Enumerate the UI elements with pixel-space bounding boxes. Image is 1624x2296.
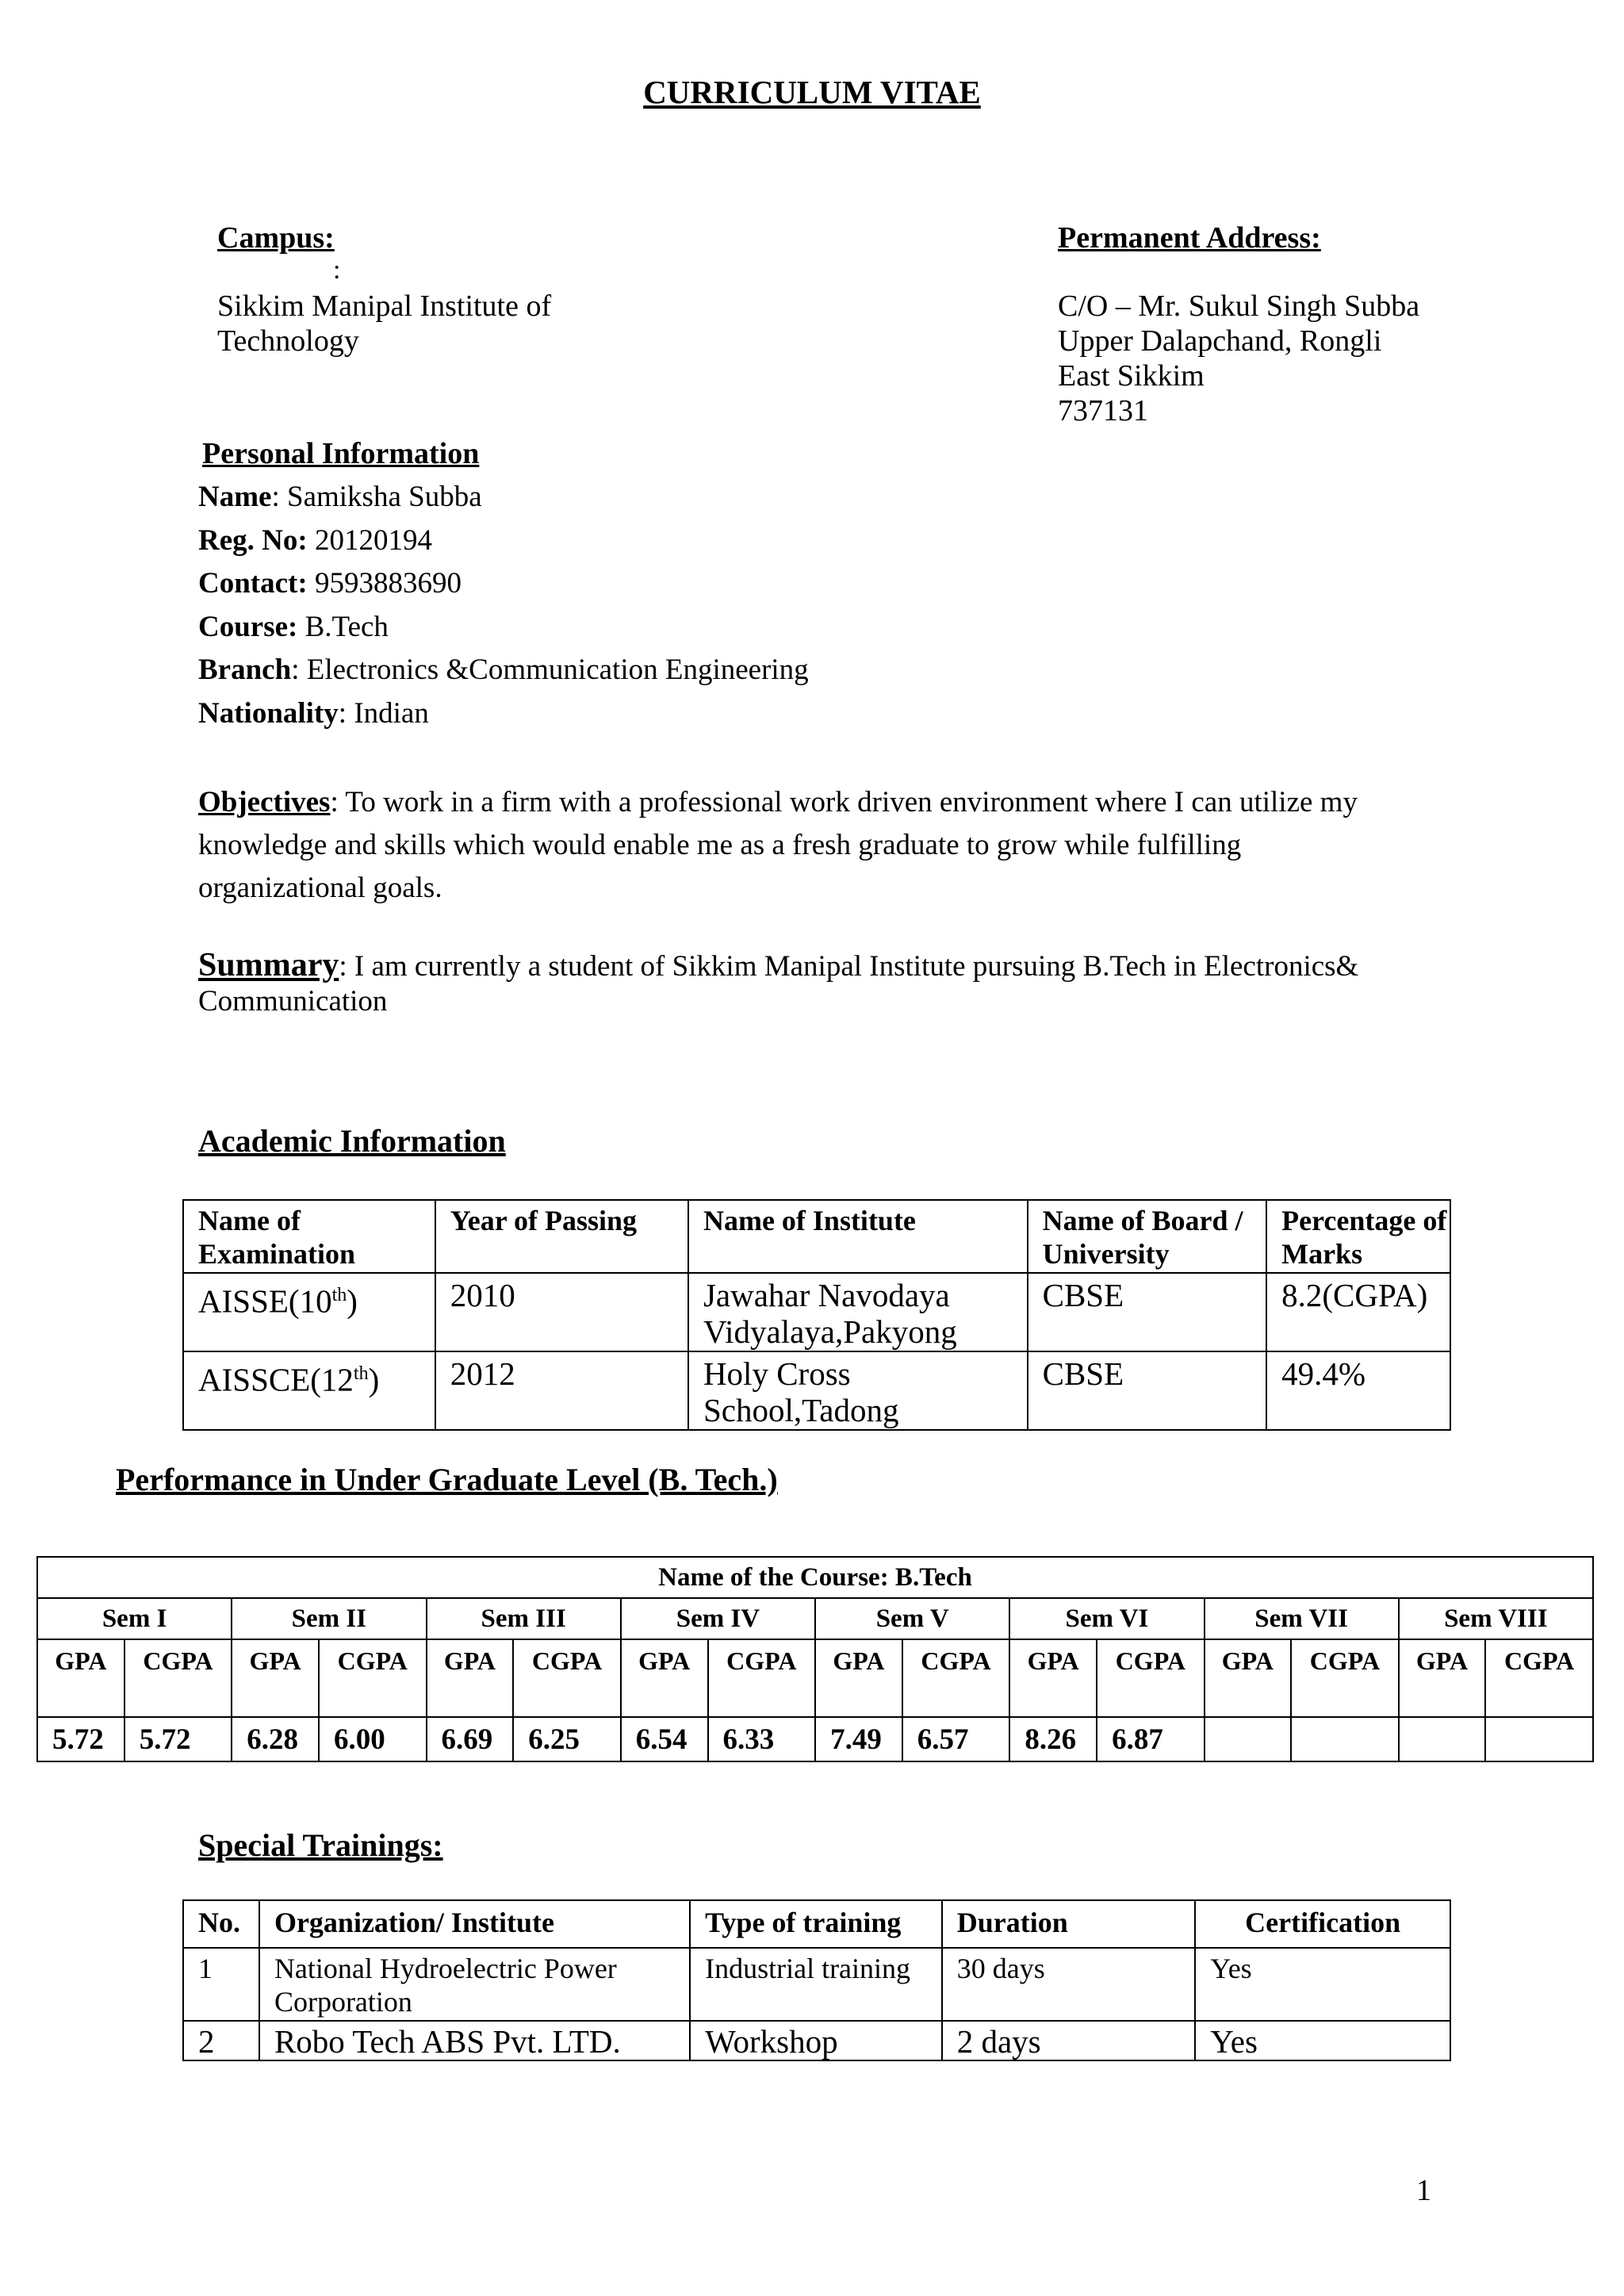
- course-name-cell: Name of the Course: B.Tech: [37, 1557, 1593, 1598]
- cgpa-header: CGPA: [708, 1639, 816, 1717]
- personal-info-name: Name: Samiksha Subba: [198, 481, 482, 513]
- summary-label: Summary: [198, 947, 339, 983]
- personal-info-branch: Branch: Electronics &Communication Engineering: [198, 654, 809, 686]
- document-title: CURRICULUM VITAE: [643, 74, 981, 110]
- cgpa-header: CGPA: [319, 1639, 427, 1717]
- column-header: No.: [183, 1900, 259, 1948]
- table-header-row: [183, 1900, 1450, 1948]
- gpa-value: 8.26: [1009, 1717, 1097, 1761]
- cgpa-value: 5.72: [124, 1717, 232, 1761]
- cgpa-header: CGPA: [1097, 1639, 1205, 1717]
- objectives-label: Objectives: [198, 786, 331, 818]
- semester-header: Sem IV: [621, 1598, 815, 1639]
- training-type-cell: Workshop: [690, 2021, 942, 2060]
- year-cell: 2010: [435, 1273, 688, 1351]
- training-type-cell: Industrial training: [690, 1948, 942, 2021]
- course-row: [37, 1557, 1593, 1598]
- summary-text: : I am currently a student of Sikkim Manipal Institute pursuing B.Tech in Electronics& Communication: [198, 950, 1359, 1018]
- duration-cell: 2 days: [942, 2021, 1196, 2060]
- exam-cell: AISSE(10th): [183, 1273, 435, 1351]
- column-header: Name of Examination: [183, 1200, 435, 1273]
- gpa-header: GPA: [1399, 1639, 1486, 1717]
- permanent-address-heading: Permanent Address:: [1058, 221, 1321, 255]
- performance-table: [36, 1556, 1594, 1762]
- address-line: East Sikkim: [1058, 359, 1205, 393]
- trainings-table: [182, 1899, 1451, 2061]
- column-header: Duration: [942, 1900, 1196, 1948]
- table-row: [183, 1273, 1450, 1351]
- certification-cell: Yes: [1195, 1948, 1450, 2021]
- gpa-header: GPA: [621, 1639, 708, 1717]
- semester-header: Sem V: [815, 1598, 1009, 1639]
- board-cell: CBSE: [1028, 1273, 1267, 1351]
- page-number: 1: [1416, 2174, 1431, 2207]
- gpa-header: GPA: [815, 1639, 902, 1717]
- cgpa-value: 6.25: [513, 1717, 621, 1761]
- campus-address: [217, 289, 551, 358]
- cgpa-header: CGPA: [513, 1639, 621, 1717]
- campus-line: Technology: [217, 324, 359, 358]
- column-header: Certification: [1195, 1900, 1450, 1948]
- column-header: Year of Passing: [435, 1200, 688, 1273]
- semester-row: [37, 1598, 1593, 1639]
- address-line: C/O – Mr. Sukul Singh Subba: [1058, 289, 1420, 323]
- marks-cell: 8.2(CGPA): [1266, 1273, 1450, 1351]
- academic-table: [182, 1199, 1451, 1431]
- gpa-value: 6.54: [621, 1717, 708, 1761]
- duration-cell: 30 days: [942, 1948, 1196, 2021]
- cgpa-value: 6.57: [902, 1717, 1010, 1761]
- cgpa-value: 6.87: [1097, 1717, 1205, 1761]
- objectives-text: : To work in a firm with a professional work driven environment where I can utilize my knowledge and skills which would enable me as a fresh graduate to grow while fulfilling organizational goals.: [198, 786, 1358, 904]
- semester-header: Sem II: [232, 1598, 426, 1639]
- objectives-paragraph: [198, 781, 1388, 910]
- gpa-value: 6.69: [427, 1717, 514, 1761]
- campus-colon: :: [333, 255, 341, 285]
- cgpa-header: CGPA: [124, 1639, 232, 1717]
- gpa-value: 5.72: [37, 1717, 124, 1761]
- organization-cell: National Hydroelectric Power Corporation: [259, 1948, 690, 2021]
- column-header: Percentage of Marks: [1266, 1200, 1450, 1273]
- gpa-header: GPA: [37, 1639, 124, 1717]
- address-line: Upper Dalapchand, Rongli: [1058, 324, 1382, 358]
- exam-cell: AISSCE(12th): [183, 1351, 435, 1430]
- semester-header: Sem I: [37, 1598, 232, 1639]
- table-row: [183, 1351, 1450, 1430]
- personal-info-reg-no: Reg. No: 20120194: [198, 523, 432, 557]
- performance-heading: Performance in Under Graduate Level (B. Tech.): [116, 1462, 778, 1497]
- cgpa-header: CGPA: [1291, 1639, 1399, 1717]
- year-cell: 2012: [435, 1351, 688, 1430]
- campus-heading: Campus:: [217, 221, 335, 255]
- column-header: Name of Institute: [688, 1200, 1028, 1273]
- gpa-header: GPA: [427, 1639, 514, 1717]
- gpa-header: GPA: [1009, 1639, 1097, 1717]
- permanent-address: [1058, 289, 1419, 428]
- semester-header: Sem VI: [1009, 1598, 1204, 1639]
- personal-info-contact: Contact: 9593883690: [198, 567, 462, 600]
- cgpa-value: [1485, 1717, 1593, 1761]
- personal-info-list: [198, 476, 809, 735]
- institute-cell: Holy Cross School,Tadong: [688, 1351, 1028, 1430]
- semester-header: Sem VII: [1205, 1598, 1399, 1639]
- gpa-value: 7.49: [815, 1717, 902, 1761]
- gpa-header-row: [37, 1639, 1593, 1717]
- training-no-cell: 2: [183, 2021, 259, 2060]
- institute-cell: Jawahar Navodaya Vidyalaya,Pakyong: [688, 1273, 1028, 1351]
- column-header: Name of Board / University: [1028, 1200, 1267, 1273]
- gpa-value: [1399, 1717, 1486, 1761]
- table-row: [183, 1948, 1450, 2021]
- column-header: Type of training: [690, 1900, 942, 1948]
- semester-header: Sem VIII: [1399, 1598, 1593, 1639]
- certification-cell: Yes: [1195, 2021, 1450, 2060]
- cgpa-value: [1291, 1717, 1399, 1761]
- marks-cell: 49.4%: [1266, 1351, 1450, 1430]
- column-header: Organization/ Institute: [259, 1900, 690, 1948]
- board-cell: CBSE: [1028, 1351, 1267, 1430]
- organization-cell: Robo Tech ABS Pvt. LTD.: [259, 2021, 690, 2060]
- cgpa-header: CGPA: [902, 1639, 1010, 1717]
- campus-line: Sikkim Manipal Institute of: [217, 289, 552, 323]
- gpa-header: GPA: [232, 1639, 319, 1717]
- personal-info-course: Course: B.Tech: [198, 610, 389, 643]
- gpa-value: 6.28: [232, 1717, 319, 1761]
- gpa-values-row: [37, 1717, 1593, 1761]
- address-line: 737131: [1058, 394, 1148, 427]
- cgpa-header: CGPA: [1485, 1639, 1593, 1717]
- summary-paragraph: [198, 948, 1388, 1019]
- gpa-header: GPA: [1205, 1639, 1292, 1717]
- academic-info-heading: Academic Information: [198, 1123, 506, 1159]
- cgpa-value: 6.33: [708, 1717, 816, 1761]
- personal-info-nationality: Nationality: Indian: [198, 696, 429, 730]
- semester-header: Sem III: [427, 1598, 621, 1639]
- table-header-row: [183, 1200, 1450, 1273]
- training-no-cell: 1: [183, 1948, 259, 2021]
- personal-info-heading: Personal Information: [202, 437, 480, 470]
- special-trainings-heading: Special Trainings:: [198, 1827, 443, 1863]
- cgpa-value: 6.00: [319, 1717, 427, 1761]
- table-row: [183, 2021, 1450, 2060]
- gpa-value: [1205, 1717, 1292, 1761]
